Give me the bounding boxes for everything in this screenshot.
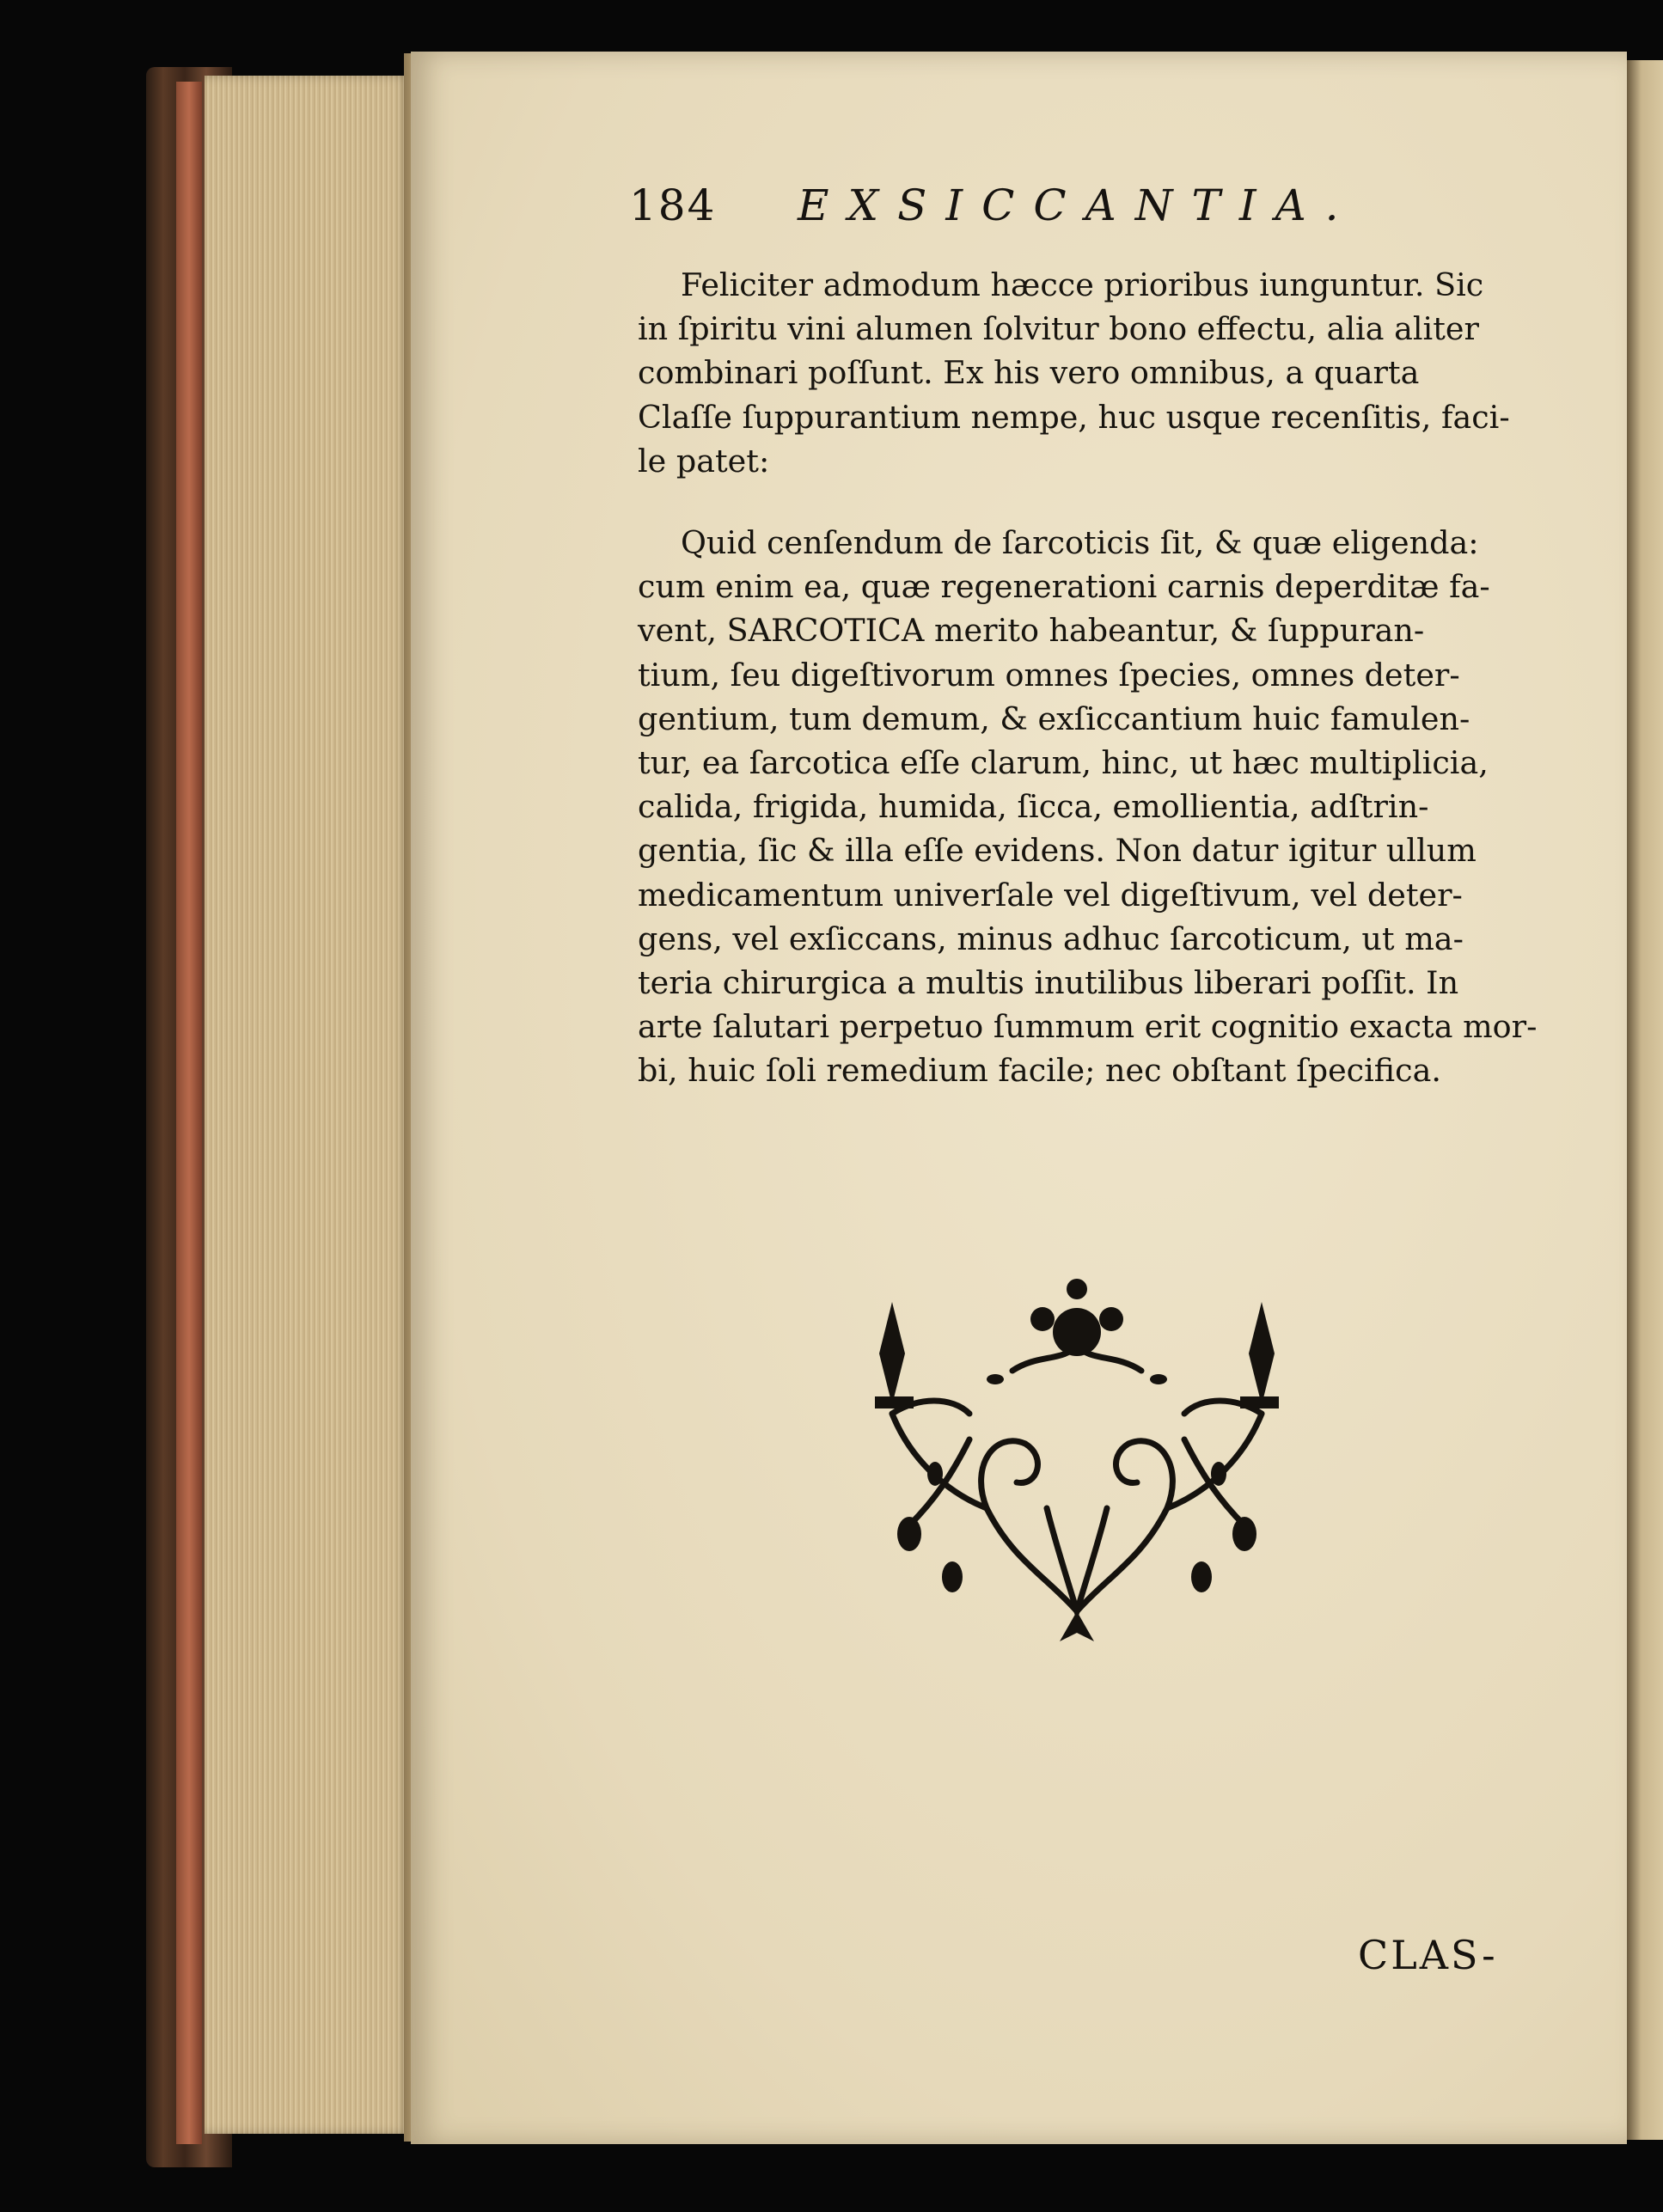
running-title: EXSICCANTIA. xyxy=(798,180,1358,230)
paragraph-1 xyxy=(638,263,1514,483)
text-line: combinari poſſunt. Ex his vero omnibus, a quarta xyxy=(638,354,1420,392)
text-line: le patet: xyxy=(638,442,770,480)
text-line: teria chirurgica a multis inutilibus liberari poſſit. In xyxy=(638,963,1459,1001)
text-line: in ſpiritu vini alumen ſolvitur bono effectu, alia aliter xyxy=(638,310,1479,348)
text-line: tur, ea ſarcotica eſſe clarum, hinc, ut hæc multiplicia, xyxy=(638,743,1489,781)
cover-edge xyxy=(176,82,202,2144)
page-number: 184 xyxy=(629,180,717,230)
text-line: bi, huic ſoli remedium facile; nec obſtant ſpecifica. xyxy=(638,1052,1441,1090)
text-line: gentium, tum demum, & exſiccantium huic famulen- xyxy=(638,700,1470,737)
text-line: gentia, ſic & illa eſſe evidens. Non datur igitur ullum xyxy=(638,832,1477,870)
facing-page-edge xyxy=(1627,60,1663,2140)
text-line: arte ſalutari perpetuo ſummum erit cognitio exacta mor- xyxy=(638,1008,1538,1046)
text-line: Quid cenſendum de ſarcoticis ſit, & quæ eligenda: xyxy=(681,524,1479,561)
page-edges xyxy=(205,76,411,2134)
text-line: calida, frigida, humida, ſicca, emollientia, adſtrin- xyxy=(638,788,1429,826)
catchword: CLAS- xyxy=(1358,1932,1498,1978)
text-line: medicamentum univerſale vel digeſtivum, vel deter- xyxy=(638,876,1463,914)
text-line: tium, ſeu digeſtivorum omnes ſpecies, omnes deter- xyxy=(638,656,1460,694)
text-line: Claſſe ſuppurantium nempe, huc usque recenſitis, faci- xyxy=(638,398,1510,436)
floral-ornament-icon xyxy=(841,1250,1313,1654)
text-line: Feliciter admodum hæcce prioribus iunguntur. Sic xyxy=(681,266,1484,303)
paragraph-2 xyxy=(638,521,1538,1092)
running-head xyxy=(629,180,1540,241)
text-line: cum enim ea, quæ regenerationi carnis deperditæ fa- xyxy=(638,568,1490,606)
text-line: gens, vel exſiccans, minus adhuc ſarcoticum, ut ma- xyxy=(638,920,1464,957)
text-line: vent, SARCOTICA merito habeantur, & ſuppuran- xyxy=(638,612,1425,650)
